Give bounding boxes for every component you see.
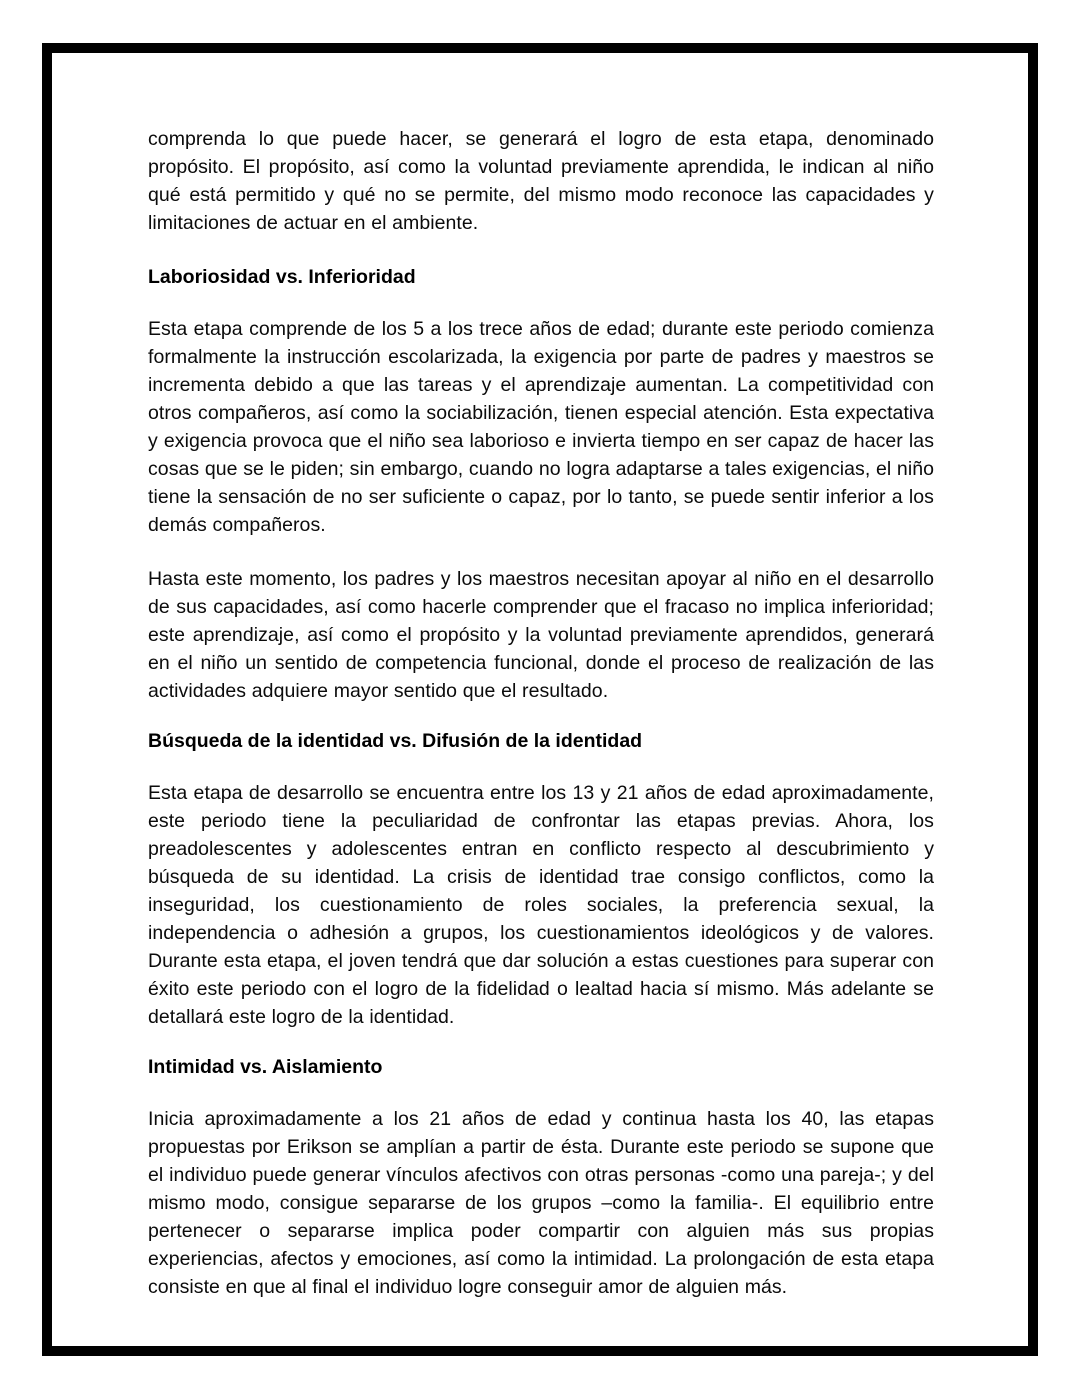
- document-text-column: [148, 125, 934, 1327]
- paragraph-proposito-continuation: comprenda lo que puede hacer, se generará el logro de esta etapa, denominado propósito. El propósito, así como la voluntad previamente aprendida, le indican al niño qué está permitido y qué no se permite, del mismo modo reconoce las capacidades y limitaciones de actuar en el ambiente.: [148, 128, 934, 234]
- heading-laboriosidad-vs-inferioridad: Laboriosidad vs. Inferioridad: [148, 266, 416, 288]
- paragraph-laboriosidad-apoyo-padres: Hasta este momento, los padres y los maestros necesitan apoyar al niño en el desarrollo de sus capacidades, así como hacerle comprender que el fracaso no implica inferioridad; este aprendizaje, así como el propósito y la voluntad previamente aprendidos, generará en el niño un sentido de competencia funcional, donde el proceso de realización de las actividades adquiere mayor sentido que el resultado.: [148, 568, 934, 702]
- paragraph-identidad-descripcion: Esta etapa de desarrollo se encuentra entre los 13 y 21 años de edad aproximadamente, este periodo tiene la peculiaridad de confrontar las etapas previas. Ahora, los preadolescentes y adolescentes entran en conflicto respecto al descubrimiento y búsqueda de su identidad. La crisis de identidad trae consigo conflictos, como la inseguridad, los cuestionamiento de roles sociales, la preferencia sexual, la independencia o adhesión a grupos, los cuestionamientos ideológicos y de valores. Durante esta etapa, el joven tendrá que dar solución a estas cuestiones para superar con éxito este periodo con el logro de la fidelidad o lealtad hacia sí mismo. Más adelante se detallará este logro de la identidad.: [148, 782, 934, 1028]
- page-sheet: [52, 53, 1028, 1346]
- paragraph-laboriosidad-descripcion: Esta etapa comprende de los 5 a los trece años de edad; durante este periodo comienza formalmente la instrucción escolarizada, la exigencia por parte de padres y maestros se incrementa debido a que las tareas y el aprendizaje aumentan. La competitividad con otros compañeros, así como la sociabilización, tienen especial atención. Esta expectativa y exigencia provoca que el niño sea laborioso e invierta tiempo en ser capaz de hacer las cosas que se le piden; sin embargo, cuando no logra adaptarse a tales exigencias, el niño tiene la sensación de no ser suficiente o capaz, por lo tanto, se puede sentir inferior a los demás compañeros.: [148, 318, 934, 536]
- page-border-frame: [42, 43, 1038, 1356]
- heading-intimidad-vs-aislamiento: Intimidad vs. Aislamiento: [148, 1056, 383, 1078]
- paragraph-intimidad-descripcion: Inicia aproximadamente a los 21 años de edad y continua hasta los 40, las etapas propuestas por Erikson se amplían a partir de ésta. Durante este periodo se supone que el individuo puede generar vínculos afectivos con otras personas -como una pareja-; y del mismo modo, consigue separarse de los grupos –como la familia-. El equilibrio entre pertenecer o separarse implica poder compartir con alguien más sus propias experiencias, afectos y emociones, así como la intimidad. La prolongación de esta etapa consiste en que al final el individuo logre conseguir amor de alguien más.: [148, 1108, 934, 1298]
- heading-busqueda-identidad-vs-difusion: Búsqueda de la identidad vs. Difusión de la identidad: [148, 730, 643, 752]
